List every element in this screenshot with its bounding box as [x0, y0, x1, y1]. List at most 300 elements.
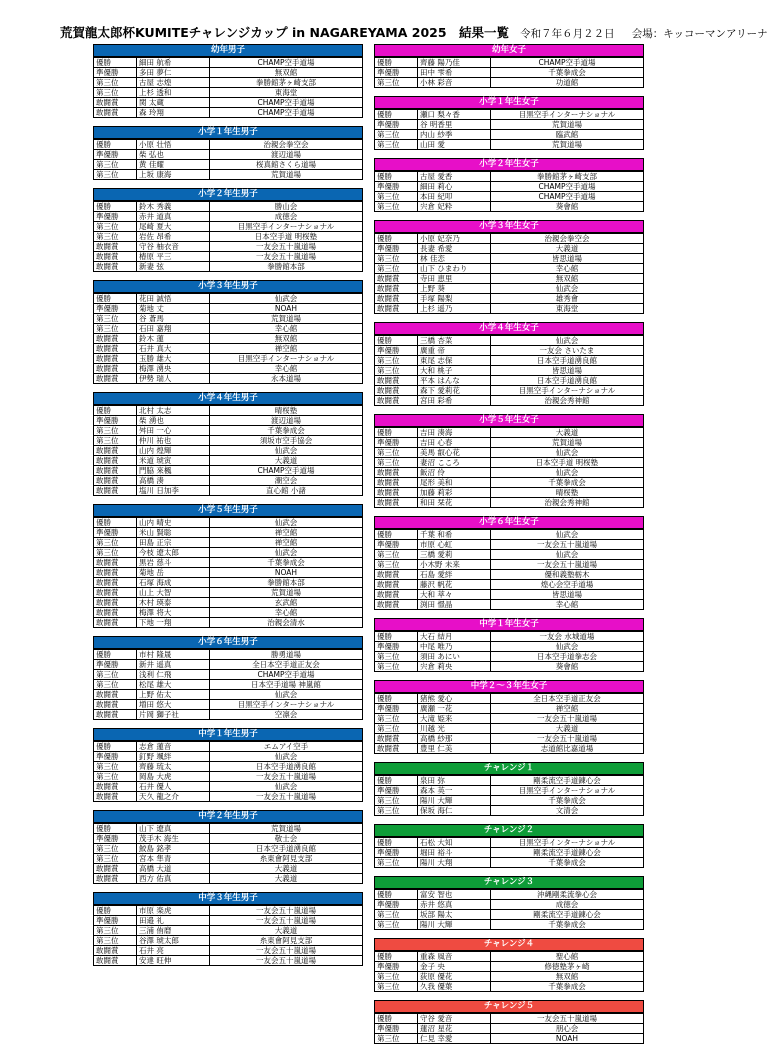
- club-cell: 無双館: [491, 972, 644, 982]
- name-cell: 加藤 莉彩: [418, 488, 491, 498]
- result-row: [375, 274, 644, 284]
- name-cell: 関 太蔵: [137, 98, 210, 108]
- result-row: [94, 212, 363, 222]
- name-cell: 岡島 大虎: [137, 772, 210, 782]
- name-cell: 金子 央: [418, 962, 491, 972]
- name-cell: 門脇 來楓: [137, 466, 210, 476]
- rank-cell: 準優勝: [94, 304, 137, 314]
- name-cell: 泉田 弥: [418, 776, 491, 786]
- rank-cell: 敢闘賞: [94, 486, 137, 496]
- page-header: [60, 22, 768, 40]
- club-cell: NOAH: [210, 304, 363, 314]
- rank-cell: 第三位: [375, 806, 418, 816]
- result-row: [375, 202, 644, 212]
- rank-cell: 敢闘賞: [94, 354, 137, 364]
- name-cell: 吉田 湊海: [418, 428, 491, 438]
- name-cell: 柴 弘也: [137, 150, 210, 160]
- club-cell: 仙武会: [210, 548, 363, 558]
- name-cell: 上杉 透和: [137, 88, 210, 98]
- name-cell: 市原 心虹: [418, 540, 491, 550]
- category-header: 小学５年生男子: [93, 504, 363, 517]
- rank-cell: 準優勝: [375, 704, 418, 714]
- club-cell: 一友会五十嵐道場: [210, 906, 363, 916]
- club-cell: 大義道: [491, 428, 644, 438]
- club-cell: 日本空手道場 神嵐館: [210, 680, 363, 690]
- club-cell: 葵會館: [491, 202, 644, 212]
- results-block: [374, 618, 644, 672]
- rank-cell: 準優勝: [94, 660, 137, 670]
- name-cell: 鈴木 蓮: [137, 334, 210, 344]
- rank-cell: 敢闘賞: [94, 700, 137, 710]
- name-cell: 安達 旺伸: [137, 956, 210, 966]
- club-cell: 千葉拳成会: [491, 68, 644, 78]
- category-header: 幼年男子: [93, 44, 363, 57]
- results-table: [374, 951, 644, 992]
- name-cell: 片岡 獅子社: [137, 710, 210, 720]
- rank-cell: 第三位: [375, 202, 418, 212]
- result-row: [94, 78, 363, 88]
- rank-cell: 敢闘賞: [375, 570, 418, 580]
- rank-cell: 準優勝: [94, 212, 137, 222]
- club-cell: 荒賀道場: [491, 120, 644, 130]
- result-row: [94, 946, 363, 956]
- result-row: [94, 680, 363, 690]
- results-table: [93, 905, 363, 966]
- rank-cell: 準優勝: [94, 752, 137, 762]
- result-row: [94, 98, 363, 108]
- club-cell: 剛柔流空手道錬心会: [491, 910, 644, 920]
- club-cell: 千葉拳成会: [491, 982, 644, 992]
- club-cell: 治親会秀神館: [491, 498, 644, 508]
- result-row: [375, 284, 644, 294]
- result-row: [375, 366, 644, 376]
- name-cell: 守谷 愛音: [418, 1014, 491, 1024]
- club-cell: 仙武会: [491, 642, 644, 652]
- club-cell: 日本空手道 明桜塾: [491, 458, 644, 468]
- rank-cell: 優勝: [94, 58, 137, 68]
- name-cell: 荻原 優花: [418, 972, 491, 982]
- club-cell: 大義道: [210, 456, 363, 466]
- result-row: [375, 336, 644, 346]
- name-cell: 舛田 一心: [137, 426, 210, 436]
- result-row: [375, 704, 644, 714]
- rank-cell: 敢闘賞: [94, 782, 137, 792]
- club-cell: 仙武会: [491, 336, 644, 346]
- rank-cell: 敢闘賞: [94, 446, 137, 456]
- name-cell: 伊勢 瑞人: [137, 374, 210, 384]
- category-header: 小学６年生男子: [93, 636, 363, 649]
- result-row: [375, 786, 644, 796]
- club-cell: NOAH: [491, 1034, 644, 1044]
- rank-cell: 準優勝: [375, 900, 418, 910]
- rank-cell: 敢闘賞: [94, 956, 137, 966]
- result-row: [375, 890, 644, 900]
- results-block: [93, 126, 363, 180]
- name-cell: 大和 桃子: [418, 366, 491, 376]
- club-cell: 沖縄剛柔流拳心会: [491, 890, 644, 900]
- result-row: [94, 824, 363, 834]
- rank-cell: 敢闘賞: [94, 864, 137, 874]
- name-cell: 谷 明香里: [418, 120, 491, 130]
- category-header: 小学３年生女子: [374, 220, 644, 233]
- rank-cell: 敢闘賞: [375, 396, 418, 406]
- name-cell: 赤井 道真: [137, 212, 210, 222]
- name-cell: 岩佐 昂希: [137, 232, 210, 242]
- rank-cell: 敢闘賞: [375, 274, 418, 284]
- name-cell: 山内 晴史: [137, 518, 210, 528]
- club-cell: 一友会五十嵐道場: [491, 734, 644, 744]
- category-header: 小学１年生男子: [93, 126, 363, 139]
- club-cell: 一友会五十嵐道場: [491, 1014, 644, 1024]
- club-cell: NOAH: [210, 568, 363, 578]
- rank-cell: 敢闘賞: [94, 344, 137, 354]
- result-row: [94, 374, 363, 384]
- result-row: [94, 906, 363, 916]
- result-row: [94, 598, 363, 608]
- result-row: [375, 734, 644, 744]
- club-cell: 文清会: [491, 806, 644, 816]
- rank-cell: 第三位: [375, 560, 418, 570]
- club-cell: 幸心館: [210, 608, 363, 618]
- club-cell: 荒賀道場: [210, 588, 363, 598]
- results-table: [374, 837, 644, 868]
- rank-cell: 敢闘賞: [94, 98, 137, 108]
- club-cell: 糸東會阿見支部: [210, 854, 363, 864]
- result-row: [375, 244, 644, 254]
- result-row: [375, 120, 644, 130]
- name-cell: 飯沼 伶: [418, 468, 491, 478]
- club-cell: 荒賀道場: [491, 140, 644, 150]
- rank-cell: 第三位: [375, 652, 418, 662]
- rank-cell: 優勝: [94, 202, 137, 212]
- result-row: [94, 834, 363, 844]
- club-cell: 大義道: [210, 864, 363, 874]
- club-cell: 幸心館: [491, 264, 644, 274]
- category-header: 中学２～３年生女子: [374, 680, 644, 693]
- result-row: [375, 714, 644, 724]
- rank-cell: 敢闘賞: [375, 386, 418, 396]
- results-table: [374, 171, 644, 212]
- results-block: [374, 516, 644, 610]
- rank-cell: 敢闘賞: [375, 734, 418, 744]
- rank-cell: 第三位: [94, 844, 137, 854]
- club-cell: 仙武会: [491, 530, 644, 540]
- result-row: [94, 446, 363, 456]
- rank-cell: 優勝: [375, 530, 418, 540]
- result-row: [375, 428, 644, 438]
- rank-cell: 準優勝: [375, 848, 418, 858]
- rank-cell: 敢闘賞: [94, 334, 137, 344]
- club-cell: 大義道: [491, 244, 644, 254]
- club-cell: 仙武会: [210, 782, 363, 792]
- club-cell: 一友会 水城道場: [491, 632, 644, 642]
- rank-cell: 第三位: [94, 772, 137, 782]
- club-cell: 一友会五十嵐道場: [210, 946, 363, 956]
- name-cell: 西方 佑真: [137, 874, 210, 884]
- results-table: [93, 649, 363, 720]
- results-table: [374, 529, 644, 610]
- result-row: [94, 538, 363, 548]
- name-cell: 黒岩 慈斗: [137, 558, 210, 568]
- club-cell: 目黒空手インターナショナル: [210, 354, 363, 364]
- club-cell: CHAMP空手道場: [210, 466, 363, 476]
- club-cell: 勝勇道場: [210, 650, 363, 660]
- result-row: [375, 652, 644, 662]
- name-cell: 山下 遼真: [137, 824, 210, 834]
- club-cell: 千葉拳成会: [491, 920, 644, 930]
- rank-cell: 敢闘賞: [94, 558, 137, 568]
- result-row: [375, 580, 644, 590]
- result-row: [375, 68, 644, 78]
- name-cell: 宍倉 莉央: [418, 662, 491, 672]
- name-cell: 大滝 姫来: [418, 714, 491, 724]
- rank-cell: 敢闘賞: [375, 478, 418, 488]
- result-row: [94, 160, 363, 170]
- name-cell: 石田 嘉翔: [137, 324, 210, 334]
- club-cell: 一友会五十嵐道場: [491, 540, 644, 550]
- name-cell: 天久 龍之介: [137, 792, 210, 802]
- result-row: [94, 844, 363, 854]
- name-cell: 上杉 遥乃: [418, 304, 491, 314]
- rank-cell: 優勝: [94, 518, 137, 528]
- category-header: チャレンジ１: [374, 762, 644, 775]
- club-cell: 無双館: [491, 274, 644, 284]
- name-cell: 細田 莉心: [418, 182, 491, 192]
- name-cell: 本田 紀叩: [418, 192, 491, 202]
- name-cell: 大和 萃々: [418, 590, 491, 600]
- rank-cell: 敢闘賞: [94, 456, 137, 466]
- results-block: [93, 188, 363, 272]
- rank-cell: 第三位: [94, 324, 137, 334]
- result-row: [94, 334, 363, 344]
- result-row: [375, 962, 644, 972]
- result-row: [375, 560, 644, 570]
- rank-cell: 第三位: [375, 724, 418, 734]
- category-header: 小学５年生女子: [374, 414, 644, 427]
- name-cell: 小木野 未来: [418, 560, 491, 570]
- result-row: [375, 920, 644, 930]
- rank-cell: 敢闘賞: [94, 618, 137, 628]
- name-cell: 釘野 颯絆: [137, 752, 210, 762]
- rank-cell: 敢闘賞: [375, 498, 418, 508]
- club-cell: 仙武会: [491, 468, 644, 478]
- name-cell: 菊地 岳: [137, 568, 210, 578]
- category-header: 小学４年生女子: [374, 322, 644, 335]
- result-row: [94, 752, 363, 762]
- results-block: [374, 762, 644, 816]
- name-cell: 陽川 大翔: [418, 858, 491, 868]
- category-header: 中学１年生男子: [93, 728, 363, 741]
- rank-cell: 優勝: [375, 58, 418, 68]
- event-venue: 会場：キッコーマンアリーナ: [631, 28, 768, 40]
- rank-cell: 第三位: [94, 436, 137, 446]
- rank-cell: 敢闘賞: [94, 608, 137, 618]
- name-cell: 廣瀬 一花: [418, 704, 491, 714]
- club-cell: 勝山会: [210, 202, 363, 212]
- name-cell: 菊地 丈: [137, 304, 210, 314]
- result-row: [375, 396, 644, 406]
- name-cell: 山内 煌輝: [137, 446, 210, 456]
- results-block: [93, 636, 363, 720]
- results-block: [374, 824, 644, 868]
- club-cell: 禅空館: [210, 528, 363, 538]
- rank-cell: 優勝: [375, 1014, 418, 1024]
- rank-cell: 第三位: [94, 538, 137, 548]
- result-row: [94, 222, 363, 232]
- rank-cell: 優勝: [375, 838, 418, 848]
- name-cell: 石島 愛絆: [418, 570, 491, 580]
- result-row: [375, 58, 644, 68]
- rank-cell: 敢闘賞: [94, 374, 137, 384]
- club-cell: 志道館比嘉道場: [491, 744, 644, 754]
- name-cell: 森本 英一: [418, 786, 491, 796]
- rank-cell: 優勝: [375, 890, 418, 900]
- results-table: [374, 889, 644, 930]
- name-cell: 平本 はんな: [418, 376, 491, 386]
- club-cell: 荒賀道場: [210, 170, 363, 180]
- club-cell: 目黒空手インターナショナル: [491, 838, 644, 848]
- name-cell: 古屋 志煌: [137, 78, 210, 88]
- name-cell: 花田 誠悟: [137, 294, 210, 304]
- rank-cell: 第三位: [94, 762, 137, 772]
- club-cell: 一友会五十嵐道場: [491, 714, 644, 724]
- rank-cell: 第三位: [375, 130, 418, 140]
- result-row: [375, 858, 644, 868]
- result-row: [375, 952, 644, 962]
- name-cell: 東尾 志保: [418, 356, 491, 366]
- rank-cell: 第三位: [375, 356, 418, 366]
- name-cell: 下地 一翔: [137, 618, 210, 628]
- club-cell: 目黒空手インターナショナル: [210, 700, 363, 710]
- rank-cell: 敢闘賞: [375, 590, 418, 600]
- name-cell: 川越 光: [418, 724, 491, 734]
- result-row: [375, 1024, 644, 1034]
- result-row: [94, 956, 363, 966]
- club-cell: CHAMP空手道場: [210, 108, 363, 118]
- left-column: [93, 44, 363, 974]
- name-cell: 保坂 海仁: [418, 806, 491, 816]
- rank-cell: 第三位: [375, 366, 418, 376]
- club-cell: 仙武会: [210, 690, 363, 700]
- result-row: [94, 650, 363, 660]
- club-cell: 玄武館: [210, 598, 363, 608]
- result-row: [375, 304, 644, 314]
- rank-cell: 第三位: [375, 662, 418, 672]
- rank-cell: 第三位: [94, 426, 137, 436]
- rank-cell: 優勝: [94, 906, 137, 916]
- club-cell: 日本空手道拳志会: [491, 652, 644, 662]
- result-row: [94, 608, 363, 618]
- name-cell: 古屋 愛香: [418, 172, 491, 182]
- name-cell: 米道 琥寅: [137, 456, 210, 466]
- club-cell: 修徳塾茅ヶ崎: [491, 962, 644, 972]
- club-cell: 渡辺道場: [210, 416, 363, 426]
- club-cell: 治親会清水: [210, 618, 363, 628]
- club-cell: 東海堂: [210, 88, 363, 98]
- rank-cell: 敢闘賞: [94, 262, 137, 272]
- results-table: [374, 693, 644, 754]
- result-row: [375, 478, 644, 488]
- result-row: [375, 570, 644, 580]
- rank-cell: 第三位: [94, 670, 137, 680]
- rank-cell: 第三位: [94, 926, 137, 936]
- category-header: 小学２年生男子: [93, 188, 363, 201]
- results-table: [93, 517, 363, 628]
- rank-cell: 第三位: [375, 550, 418, 560]
- rank-cell: 優勝: [375, 694, 418, 704]
- club-cell: 大義道: [210, 874, 363, 884]
- results-table: [374, 233, 644, 314]
- rank-cell: 準優勝: [375, 786, 418, 796]
- name-cell: 寺田 恵里: [418, 274, 491, 284]
- result-row: [94, 700, 363, 710]
- name-cell: 三橋 愛莉: [418, 550, 491, 560]
- result-row: [375, 498, 644, 508]
- club-cell: 日本空手道 明桜塾: [210, 232, 363, 242]
- result-row: [94, 354, 363, 364]
- result-row: [375, 356, 644, 366]
- rank-cell: 第三位: [375, 78, 418, 88]
- result-row: [375, 458, 644, 468]
- rank-cell: 優勝: [94, 824, 137, 834]
- name-cell: 藤沢 帆花: [418, 580, 491, 590]
- rank-cell: 敢闘賞: [375, 580, 418, 590]
- results-table: [93, 57, 363, 118]
- rank-cell: 第三位: [375, 972, 418, 982]
- name-cell: 田中 雫希: [418, 68, 491, 78]
- result-row: [94, 742, 363, 752]
- club-cell: 治親会秀神館: [491, 396, 644, 406]
- result-row: [94, 926, 363, 936]
- name-cell: 森下 愛莉花: [418, 386, 491, 396]
- club-cell: 目黒空手インターナショナル: [491, 386, 644, 396]
- result-row: [94, 476, 363, 486]
- name-cell: 高橋 湊: [137, 476, 210, 486]
- rank-cell: 準優勝: [375, 1024, 418, 1034]
- result-row: [94, 436, 363, 446]
- club-cell: 煌心会空手道場: [491, 580, 644, 590]
- name-cell: 宮田 彩希: [418, 396, 491, 406]
- club-cell: エムアイ空手: [210, 742, 363, 752]
- name-cell: 宮本 隼青: [137, 854, 210, 864]
- club-cell: 葵會館: [491, 662, 644, 672]
- category-header: 小学３年生男子: [93, 280, 363, 293]
- club-cell: 潮空会: [210, 476, 363, 486]
- name-cell: 尾崎 夏大: [137, 222, 210, 232]
- results-table: [374, 775, 644, 816]
- club-cell: 雄秀會: [491, 294, 644, 304]
- result-row: [375, 346, 644, 356]
- category-header: 幼年女子: [374, 44, 644, 57]
- result-row: [94, 518, 363, 528]
- result-row: [375, 632, 644, 642]
- results-table: [93, 741, 363, 802]
- name-cell: 田島 正宗: [137, 538, 210, 548]
- name-cell: 三浦 侑磨: [137, 926, 210, 936]
- club-cell: 日本空手道湧良館: [491, 356, 644, 366]
- club-cell: CHAMP空手道場: [210, 98, 363, 108]
- result-row: [375, 806, 644, 816]
- result-row: [375, 294, 644, 304]
- result-row: [375, 448, 644, 458]
- results-block: [374, 1000, 644, 1044]
- club-cell: 日本空手道湧良館: [210, 762, 363, 772]
- club-cell: CHAMP空手道場: [491, 58, 644, 68]
- club-cell: CHAMP空手道場: [491, 192, 644, 202]
- rank-cell: 第三位: [375, 192, 418, 202]
- rank-cell: 優勝: [375, 336, 418, 346]
- club-cell: 一友会 さいたま: [491, 346, 644, 356]
